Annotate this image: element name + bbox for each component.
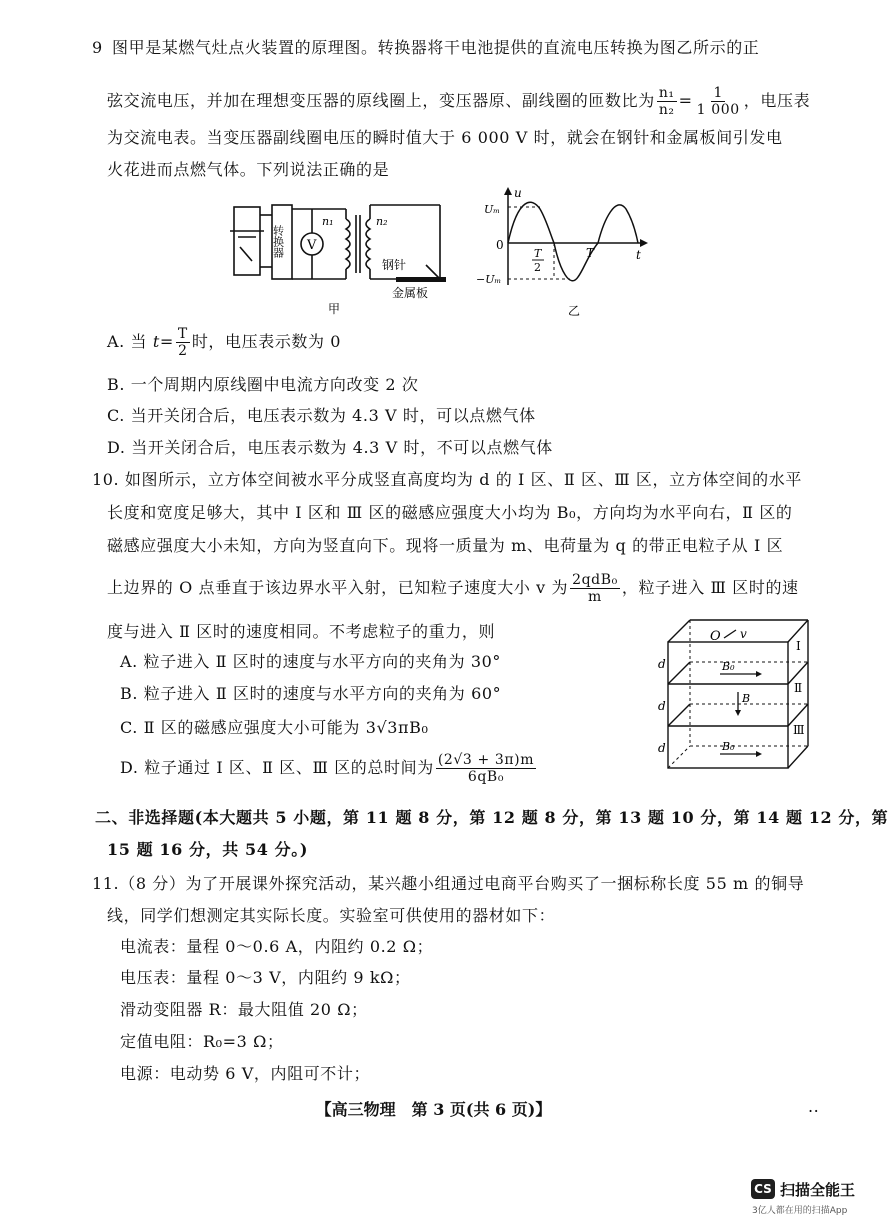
q9-option-a: A. 当 t= $\frac{T}{2}$ 时，电压表示数为 0 [107,326,342,359]
q9-turns-ratio-value: $\frac{1}{1 000}$ [696,85,740,118]
q11-item: 滑动变阻器 R：最大阻值 20 Ω； [120,1000,368,1019]
o-point-label: O [710,629,721,644]
q10-line1: 10. 如图所示，立方体空间被水平分成竖直高度均为 d 的 Ⅰ 区、Ⅱ 区、Ⅲ 区，立方体空间的水平 [92,470,802,489]
q9-lead: 9 [92,38,103,57]
n1-label: n₁ [322,215,334,228]
neg-um-label: −Uₘ [476,273,502,286]
b0-label-bottom: B₀ [722,740,735,753]
region1-label: Ⅰ [796,639,801,653]
region3-label: Ⅲ [793,723,805,737]
speed-fraction: $\frac{\text{2qdB₀}}{m}$ [572,572,618,605]
t-period-label: T [586,246,595,260]
figure-yi [470,185,650,320]
um-label: Uₘ [484,203,501,216]
d-label-3: d [658,741,666,755]
camscanner-logo-icon: CS [751,1179,775,1199]
needle-label: 钢针 [382,258,407,272]
q9-line2 [107,85,810,118]
section2-line2: 15 题 16 分，共 54 分。) [107,840,309,859]
q9-option-b: B. 一个周期内原线圈中电流方向改变 2 次 [107,375,419,394]
b0-label-top: B₀ [722,660,735,673]
fig-jia-caption: 甲 [328,302,341,316]
n2-label: n₂ [376,215,388,228]
q10-line3: 磁感应强度大小未知，方向为竖直向下。现将一质量为 m、电荷量为 q 的带正电粒子从 Ⅰ 区 [107,536,784,555]
footer-mark: .. [808,1097,820,1116]
figure-cube [660,612,820,772]
q10-line4: 上边界的 O 点垂直于该边界水平入射，已知粒子速度大小 v 为 $\frac{\text{2qdB₀}}{m}$ ，粒子进入 Ⅲ 区时的速 [107,572,799,605]
converter-label: 转换器 [271,225,285,258]
v-label: v [740,627,747,641]
q9-ratio-eq: = [678,91,693,110]
q11-item: 电压表：量程 0～3 V，内阻约 9 kΩ； [120,968,411,987]
figure-jia [228,195,458,320]
q10-line2: 长度和宽度足够大，其中 Ⅰ 区和 Ⅲ 区的磁感应强度大小均为 B₀，方向均为水平向右，Ⅱ 区的 [107,503,793,522]
u-axis-label: u [514,186,522,200]
q9-option-c: C. 当开关闭合后，电压表示数为 4.3 V 时，可以点燃气体 [107,406,536,425]
q9-turns-ratio-symbol: $\frac{\text{n₁}}{\text{n₂}}$ [658,85,675,118]
q11-item: 定值电阻：R₀=3 Ω； [120,1032,284,1051]
b-label-mid: B [742,692,751,705]
q10-line5: 度与进入 Ⅱ 区时的速度相同。不考虑粒子的重力，则 [107,622,496,641]
q10-option-a: A. 粒子进入 Ⅱ 区时的速度与水平方向的夹角为 30° [120,652,502,671]
fig-yi-caption: 乙 [568,304,581,318]
q10-option-c: C. Ⅱ 区的磁感应强度大小可能为 3√3πB₀ [120,718,429,737]
q11-line2: 线，同学们想测定其实际长度。实验室可供使用的器材如下： [107,906,556,925]
region2-label: Ⅱ [794,681,803,695]
camscanner-tagline: 3亿人都在用的扫描App [752,1206,848,1216]
camscanner-name: 扫描全能王 [780,1181,856,1199]
q9-line2b: ，电压表 [743,91,811,110]
page-footer: 【高三物理 第 3 页(共 6 页)】 [315,1100,552,1119]
section2-line1: 二、非选择题(本大题共 5 小题，第 11 题 8 分，第 12 题 8 分，第 13 题 10 分，第 14 题 12 分，第 [95,808,888,827]
plate-label: 金属板 [392,286,429,300]
q10-option-b: B. 粒子进入 Ⅱ 区时的速度与水平方向的夹角为 60° [120,684,502,703]
voltmeter-symbol: V [307,238,317,253]
q11-item: 电源：电动势 6 V，内阻可不计； [120,1064,371,1083]
q9-line1: 图甲是某燃气灶点火装置的原理图。转换器将干电池提供的直流电压转换为图乙所示的正 [112,38,760,57]
q9-option-d: D. 当开关闭合后，电压表示数为 4.3 V 时，不可以点燃气体 [107,438,553,457]
q10-option-d: D. 粒子通过 Ⅰ 区、Ⅱ 区、Ⅲ 区的总时间为 $\frac{(2√3 + 3\pi)m}{\text{6qB₀}}$ [120,752,535,785]
q11-item: 电流表：量程 0～0.6 A，内阻约 0.2 Ω； [120,937,434,956]
d-label-1: d [658,657,666,671]
time-fraction: $\frac{(2√3 + 3\pi)m}{\text{6qB₀}}$ [437,752,535,785]
half-t-den: 2 [534,261,541,274]
q9-line3: 为交流电表。当变压器副线圈电压的瞬时值大于 6 000 V 时，就会在钢针和金属板间引发电 [107,128,783,147]
q9-line2a: 弦交流电压，并加在理想变压器的原线圈上，变压器原、副线圈的匝数比为 [107,91,655,110]
t-axis-label: t [636,248,641,262]
origin-label: 0 [496,238,504,252]
q11-line1: 11.（8 分）为了开展课外探究活动，某兴趣小组通过电商平台购买了一捆标称长度 55 m 的铜导 [92,874,805,893]
d-label-2: d [658,699,666,713]
q9-line4: 火花进而点燃气体。下列说法正确的是 [107,160,390,179]
half-t-num: T [534,247,542,260]
